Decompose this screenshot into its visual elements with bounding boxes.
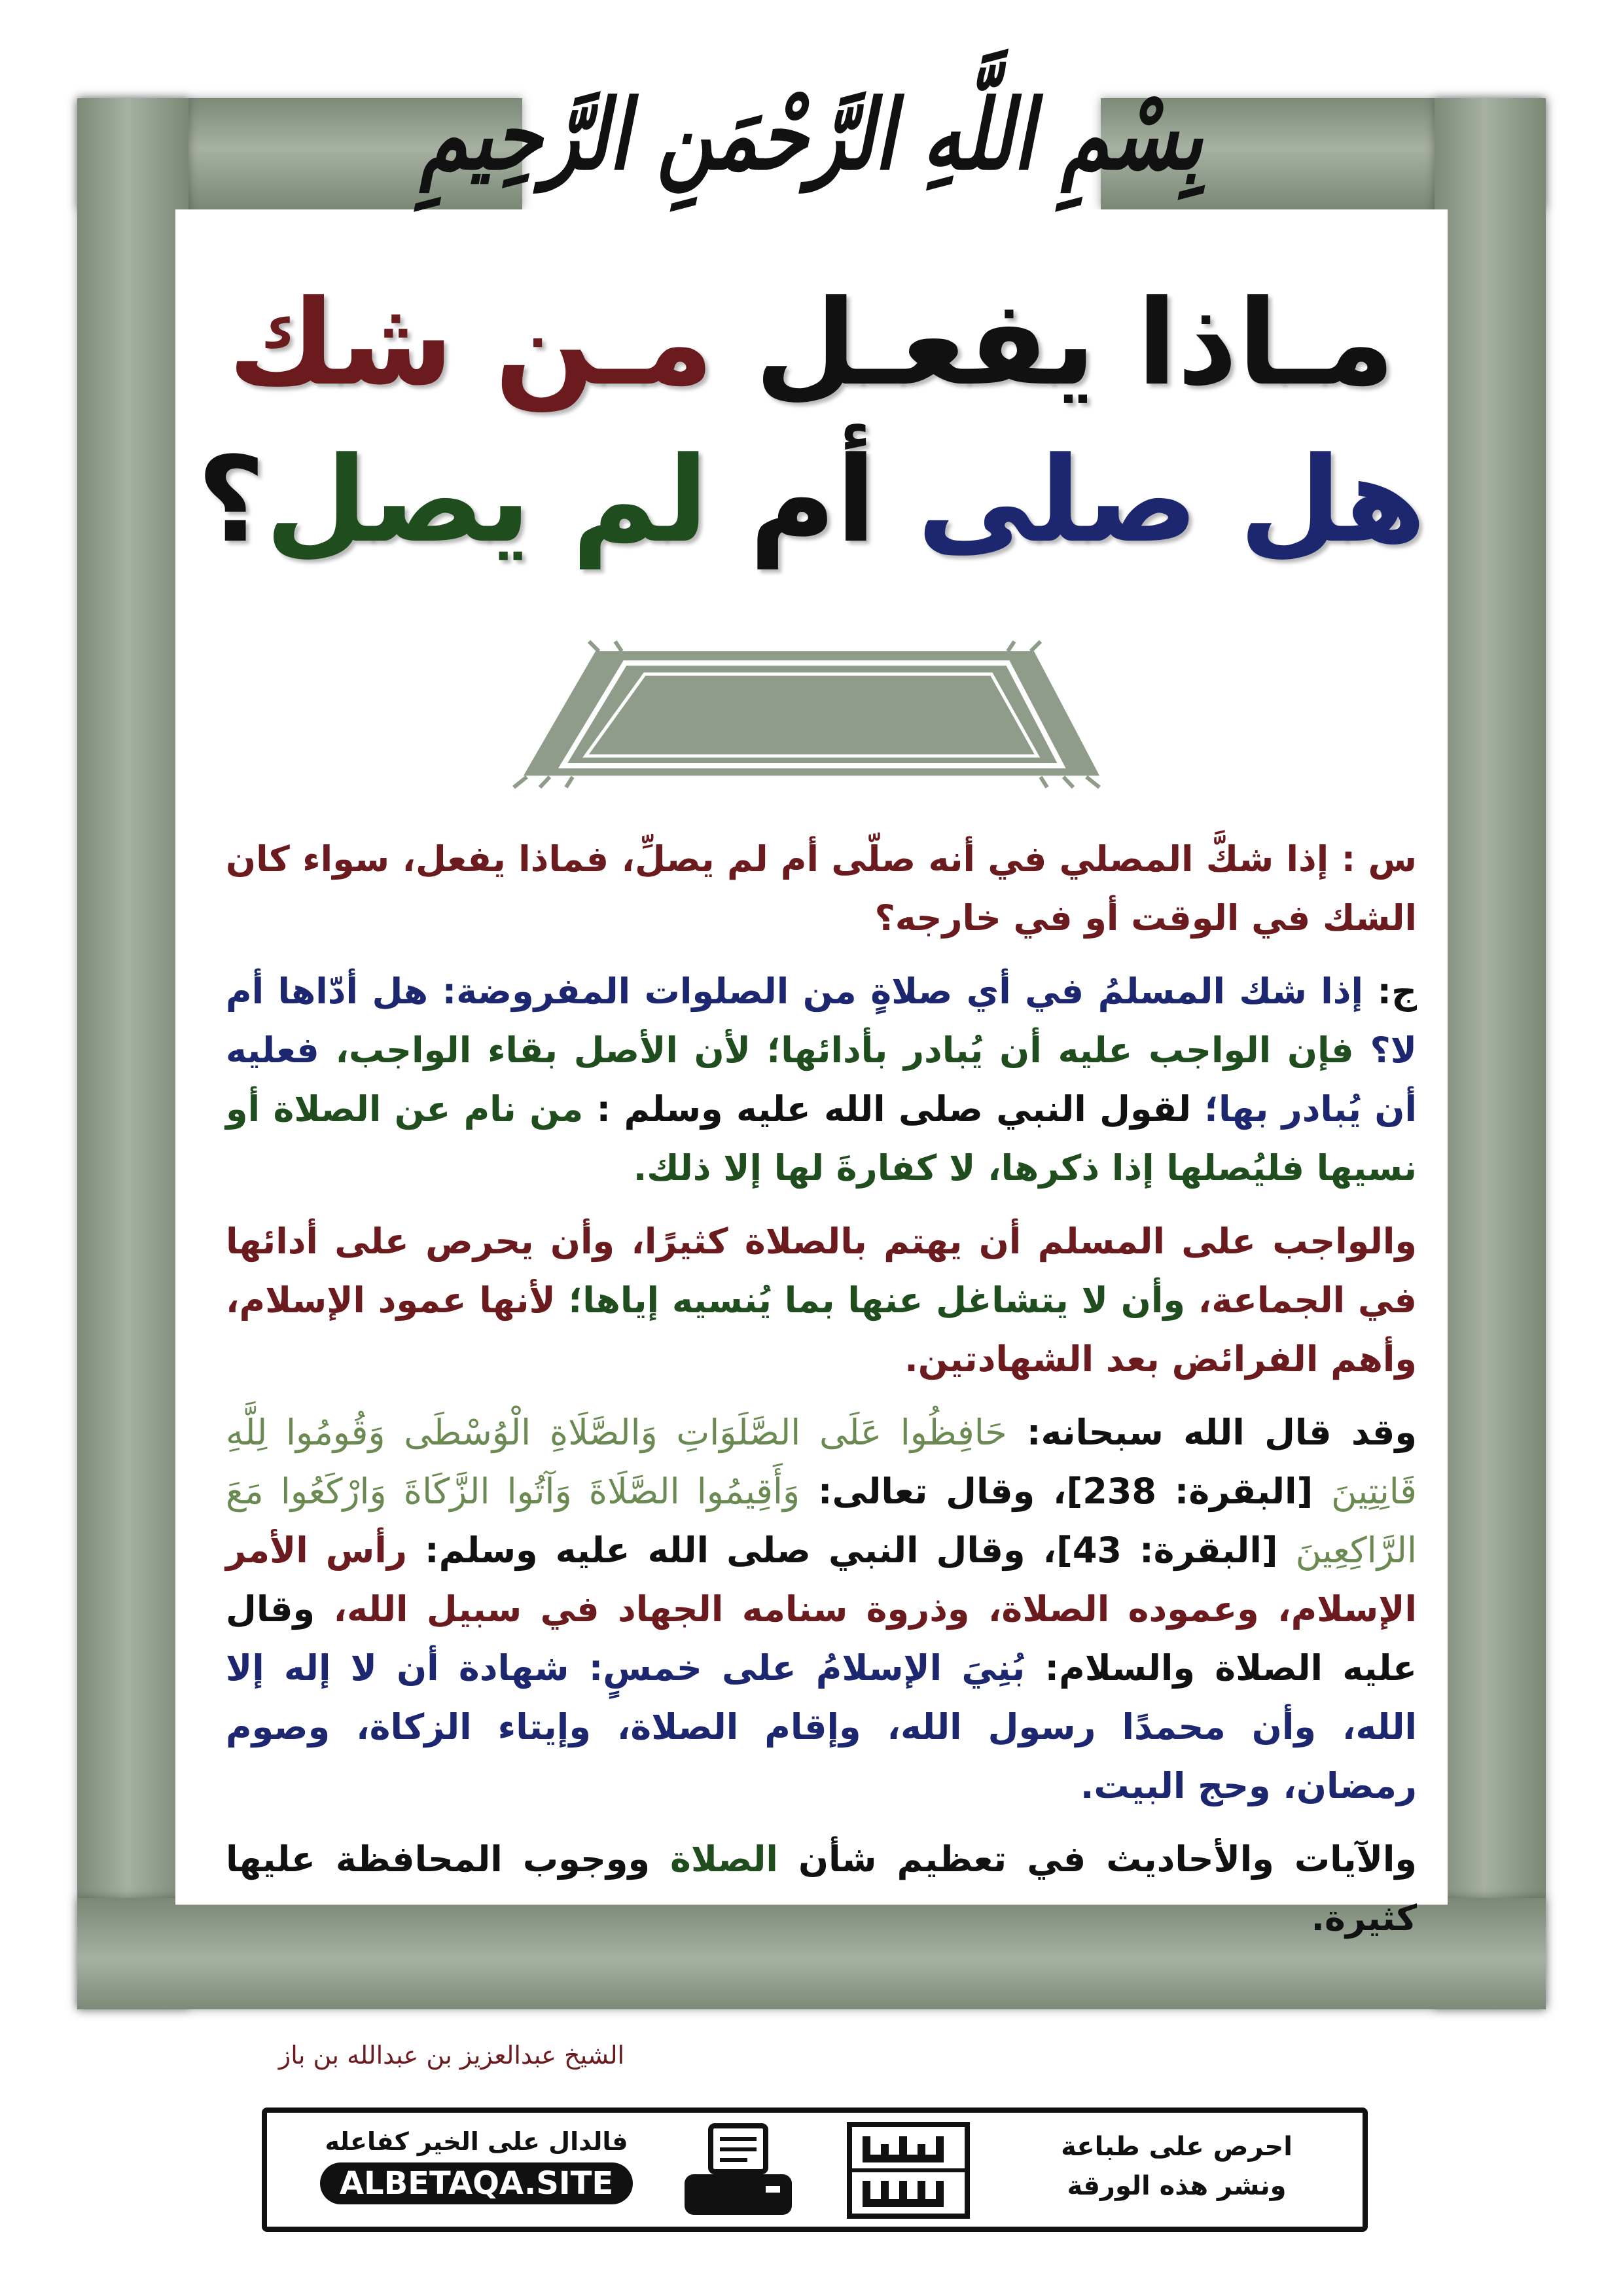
prayer-rug-icon (510, 638, 1113, 789)
answer-text-4b: الصلاة (670, 1839, 778, 1880)
answer-text-3i: وقال عليه الصلاة والسلام: (226, 1588, 1417, 1689)
answer-text-2c: لأنها عمود الإسلام، وأهم الفرائض بعد الشهادتين. (226, 1280, 1417, 1380)
hadith-text-2: بُنِيَ الإسلامُ على خمسٍ: شهادة أن لا إله إلا الله، وأن محمدًا رسول الله، وإقام الصلاة، وإيتاء الزكاة، وصوم رمضان، وحج البيت. (226, 1647, 1417, 1806)
answer-text-1c: فعليه أن يُبادر بها؛ (226, 1030, 1417, 1130)
footer-left-block (293, 2127, 660, 2204)
quran-verse-238: حَافِظُوا عَلَى الصَّلَوَاتِ وَالصَّلَاةِ الْوُسْطَى وَقُومُوا لِلَّهِ قَانِتِينَ (226, 1412, 1417, 1512)
answer-paragraph-1 (226, 962, 1417, 1198)
verse-reference-238: [البقرة: 238]، (1053, 1471, 1313, 1512)
title-word-did-not-pray: لم يصل (265, 432, 709, 569)
title-word-or: أم (749, 432, 876, 569)
footer-motto: فالدال على الخير كفاعله (325, 2127, 628, 2156)
author-attribution: الشيخ عبدالعزيز بن عبدالله بن باز (278, 2041, 625, 2070)
verse-reference-43: [البقرة: 43]، (1043, 1530, 1278, 1571)
answer-paragraph-3 (226, 1403, 1417, 1816)
answer-text-2b: وأن لا يتشاغل عنها بما يُنسيه إياها؛ (568, 1280, 1185, 1321)
footer-right-block (1020, 2127, 1334, 2206)
dawat-alwaraqa-logo (843, 2118, 974, 2223)
frame-left (77, 98, 188, 2009)
answer-text-1b: فإن الواجب عليه أن يُبادر بأدائها؛ لأن الأصل بقاء الواجب، (335, 1030, 1354, 1071)
basmala-text: بِسْمِ اللَّهِ الرَّحْمَنِ الرَّحِيمِ (419, 77, 1204, 191)
answer-text-3d: وقال تعالى: (817, 1471, 1035, 1512)
footer-website-link[interactable]: ALBETAQA.SITE (320, 2162, 633, 2204)
answer-text-4c: ووجوب المحافظة عليها كثيرة. (226, 1839, 1417, 1939)
frame-right (1435, 98, 1546, 2009)
answer-text-1d: لقول النبي صلى الله عليه وسلم : (596, 1088, 1192, 1130)
page-title-line-1 (196, 268, 1427, 419)
title-word-whether: هل (1239, 432, 1427, 569)
answer-paragraph-4 (226, 1830, 1417, 1948)
footer-print-call: احرص على طباعة (1061, 2132, 1293, 2162)
title-word-prayed: صلى (917, 432, 1198, 569)
question-text: إذا شكَّ المصلي في أنه صلّى أم لم يصلِّ، فماذا يفعل، سواء كان الشك في الوقت أو في خارجه؟ (226, 838, 1417, 939)
printer-icon (679, 2122, 797, 2220)
answer-text-1e: من نام عن الصلاة أو نسيها فليُصلها إذا ذكرها، لا كفارةَ لها إلا ذلك. (226, 1088, 1417, 1189)
answer-text-3g: وقال النبي صلى الله عليه وسلم: (424, 1530, 1026, 1571)
title-word-doubted: شك (228, 275, 454, 412)
page-title-line-2 (196, 425, 1427, 576)
footer-bar (262, 2108, 1368, 2232)
article-body (226, 830, 1417, 1962)
title-word-what-does: مـاذا يفعـل (755, 275, 1395, 412)
question-prefix: س : (1341, 838, 1417, 880)
basmala-calligraphy (419, 39, 1204, 229)
answer-text-3a: وقد قال الله سبحانه: (1026, 1412, 1417, 1453)
answer-text-4a: والآيات والأحاديث في تعظيم شأن (798, 1839, 1417, 1880)
answer-prefix: ج: (1377, 971, 1417, 1012)
title-question-mark: ؟ (196, 432, 266, 569)
answer-text-1a: إذا شك المسلمُ في أي صلاةٍ من الصلوات المفروضة: هل أدّاها أم لا؟ (226, 971, 1417, 1071)
hadith-text-1: رأس الأمر الإسلام، وعموده الصلاة، وذروة سنامه الجهاد في سبيل الله، (226, 1530, 1417, 1630)
question-paragraph (226, 830, 1417, 948)
answer-paragraph-2 (226, 1212, 1417, 1389)
footer-share-call: ونشر هذه الورقة (1067, 2171, 1287, 2201)
title-word-who: مـن (494, 275, 714, 412)
quran-verse-43: وَأَقِيمُوا الصَّلَاةَ وَآتُوا الزَّكَاةَ وَارْكَعُوا مَعَ الرَّاكِعِينَ (226, 1471, 1417, 1571)
answer-text-2a: والواجب على المسلم أن يهتم بالصلاة كثيرًا، وأن يحرص على أدائها في الجماعة، (226, 1221, 1417, 1321)
